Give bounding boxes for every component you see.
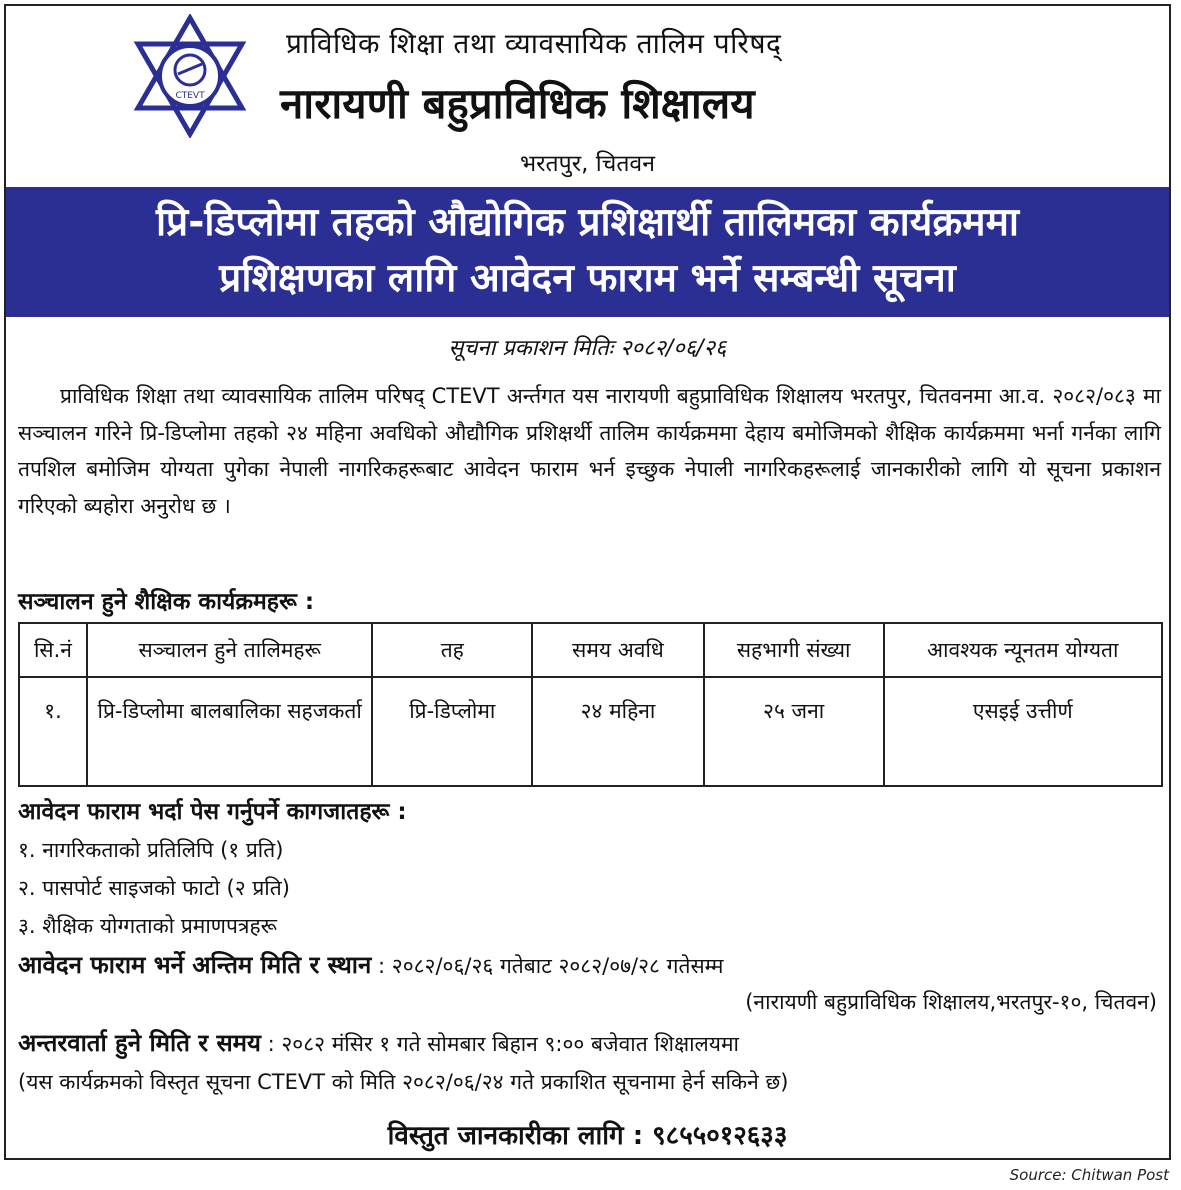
cell-level: प्रि-डिप्लोमा [372,677,532,786]
table-row [19,677,1162,786]
notice-title-banner [6,187,1169,317]
interview-value: : २०८२ मंसिर १ गते सोमबार बिहान ९:०० बजेवात शिक्षालयमा [267,1032,739,1056]
deadline-line [18,948,723,981]
document-item: १. नागरिकताको प्रतिलिपि (१ प्रति) [18,838,284,862]
banner-line-1: प्रि-डिप्लोमा तहको औद्योगिक प्रशिक्षार्थी तालिमका कार्यक्रममा [155,200,1020,245]
col-level: तह [372,623,532,677]
deadline-place: (नारायणी बहुप्राविधिक शिक्षालय,भरतपुर-१०, चितवन) [745,990,1157,1014]
school-name: नारायणी बहुप्राविधिक शिक्षालय [280,79,755,128]
interview-line [18,1026,739,1059]
col-duration: समय अवधि [532,623,704,677]
source-credit: Source: Chitwan Post [1009,1166,1169,1184]
programs-heading: सञ्चालन हुने शैक्षिक कार्यक्रमहरू : [18,589,315,615]
body-paragraph [18,378,1161,524]
col-seats: सहभागी संख्या [704,623,884,677]
contact-line: विस्तुत जानकारीका लागि : ९८५५०१२६३३ [387,1121,788,1151]
col-qualification: आवश्यक न्यूनतम योग्यता [884,623,1163,677]
interview-label: अन्तरवार्ता हुने मिति र समय [18,1029,261,1057]
deadline-value: : २०८२/०६/२६ गतेबाट २०८२/०७/२८ गतेसम्म [378,954,724,978]
banner-line-2: प्रशिक्षणका लागि आवेदन फाराम भर्ने सम्बन्धी सूचना [219,256,956,301]
ctevt-logo [128,14,252,138]
body-paragraph-text: प्राविधिक शिक्षा तथा व्यावसायिक तालिम परिषद् CTEVT अर्न्तगत यस नारायणी बहुप्राविधिक शिक्षालय भरतपुर, चितवनमा आ.व. २०८२/०८३ मा सञ्चालन गरिने प्रि-डिप्लोमा तहको २४ महिना अवधिको औद्यौगिक प्रशिक्षर्थी तालिम कार्यक्रममा देहाय बमोजिमको शैक्षिक कार्यक्रममा भर्ना गर्नका लागि तपशिल बमोजिम योग्यता पुगेका नेपाली नागरिकहरूबाट आवेदन फाराम भर्न इच्छुक नेपाली नागरिकहरूलाई जानकारीको लागि यो सूचना प्रकाशन गरिएको ब्यहोरा अनुरोध छ । [18,384,1161,518]
cell-training: प्रि-डिप्लोमा बालबालिका सहजकर्ता [87,677,372,786]
cell-duration: २४ महिना [532,677,704,786]
documents-heading: आवेदन फाराम भर्दा पेस गर्नुपर्ने कागजातहरू : [18,799,407,825]
cell-serial: १. [19,677,87,786]
document-item: २. पासपोर्ट साइजको फाटो (२ प्रति) [18,876,290,900]
programs-table [18,622,1163,787]
publish-date: सूचना प्रकाशन मितिः २०८२/०६/२६ [448,336,727,361]
school-location: भरतपुर, चितवन [519,151,655,177]
notice-frame [4,4,1171,1160]
document-item: ३. शैक्षिक योग्गताको प्रमाणपत्रहरू [18,914,277,938]
col-training: सञ्चालन हुने तालिमहरू [87,623,372,677]
detail-note: (यस कार्यक्रमको विस्तृत सूचना CTEVT को मिति २०८२/०६/२४ गते प्रकाशित सूचनामा हेर्न सकिने छ) [18,1070,789,1094]
deadline-label: आवेदन फाराम भर्ने अन्तिम मिति र स्थान [18,951,372,979]
logo-text: CTEVT [175,91,205,101]
council-name: प्राविधिक शिक्षा तथा व्यावसायिक तालिम परिषद् [286,27,782,60]
table-header-row [19,623,1162,677]
cell-qualification: एसइई उत्तीर्ण [884,677,1163,786]
col-serial: सि.नं [19,623,87,677]
cell-seats: २५ जना [704,677,884,786]
